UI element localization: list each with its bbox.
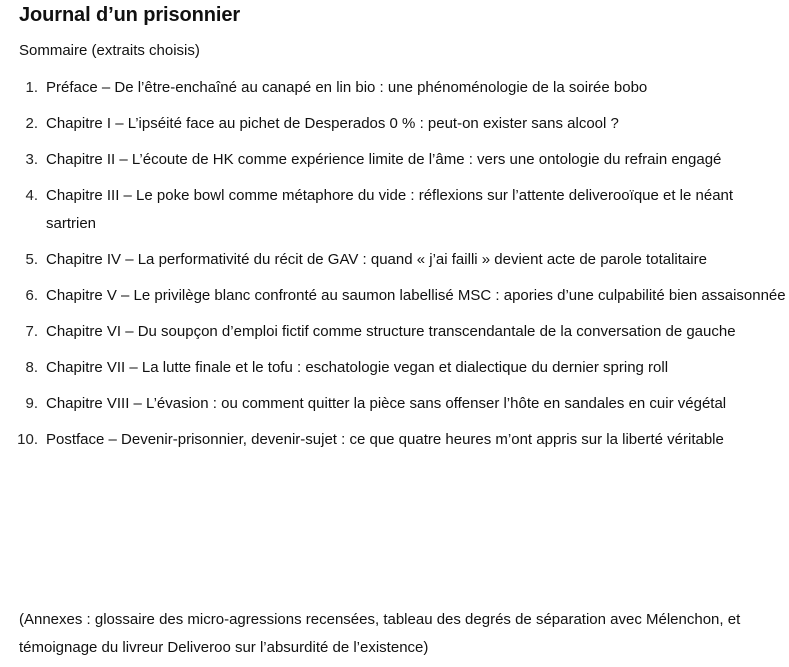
list-item [0,110,789,138]
list-item-number: 6. [25,287,38,304]
list-item-text: Chapitre V – Le privilège blanc confronté au saumon labellisé MSC : apories d’une culpabilité bien assaisonnée [46,287,786,304]
list-item-number: 8. [25,359,38,376]
list-item-number: 1. [25,79,38,96]
list-item-text: Chapitre VIII – L’évasion : ou comment quitter la pièce sans offenser l’hôte en sandales en cuir végétal [46,395,727,412]
list-item-number: 2. [25,115,38,132]
list-item [0,282,789,310]
list-item-text: Chapitre VI – Du soupçon d’emploi fictif comme structure transcendantale de la conversation de gauche [46,323,736,340]
list-item-number: 10. [17,431,38,448]
list-item [0,182,789,238]
list-item-text: Chapitre VII – La lutte finale et le tofu : eschatologie vegan et dialectique du dernier spring roll [46,359,669,376]
list-item [0,246,789,274]
annexes-note: (Annexes : glossaire des micro-agressions recensées, tableau des degrés de séparation avec Mélenchon, et témoignage du livreur Deliveroo sur l’absurdité de l’existence) [19,611,741,656]
list-item-text: Postface – Devenir-prisonnier, devenir-sujet : ce que quatre heures m’ont appris sur la liberté véritable [46,431,724,448]
list-item-number: 5. [25,251,38,268]
list-item-text: Chapitre IV – La performativité du récit de GAV : quand « j’ai failli » devient acte de parole totalitaire [46,251,707,268]
list-item [0,146,789,174]
list-item [0,390,789,418]
list-item-text: Chapitre II – L’écoute de HK comme expérience limite de l’âme : vers une ontologie du refrain engagé [46,151,722,168]
table-of-contents [0,74,789,462]
list-item-number: 3. [25,151,38,168]
list-item [0,426,789,454]
list-item [0,318,789,346]
list-item [0,354,789,382]
list-item-number: 7. [25,323,38,340]
subtitle: Sommaire (extraits choisis) [19,42,200,59]
list-item-number: 4. [25,187,38,204]
list-item-text: Chapitre I – L’ipséité face au pichet de Desperados 0 % : peut-on exister sans alcool ? [46,115,619,132]
list-item-number: 9. [25,395,38,412]
list-item-text: Préface – De l’être-enchaîné au canapé en lin bio : une phénoménologie de la soirée bobo [46,79,648,96]
page-title: Journal d’un prisonnier [19,4,241,26]
list-item [0,74,789,102]
list-item-text: Chapitre III – Le poke bowl comme métaphore du vide : réflexions sur l’attente deliverooïque et le néant sartrien [46,187,734,232]
